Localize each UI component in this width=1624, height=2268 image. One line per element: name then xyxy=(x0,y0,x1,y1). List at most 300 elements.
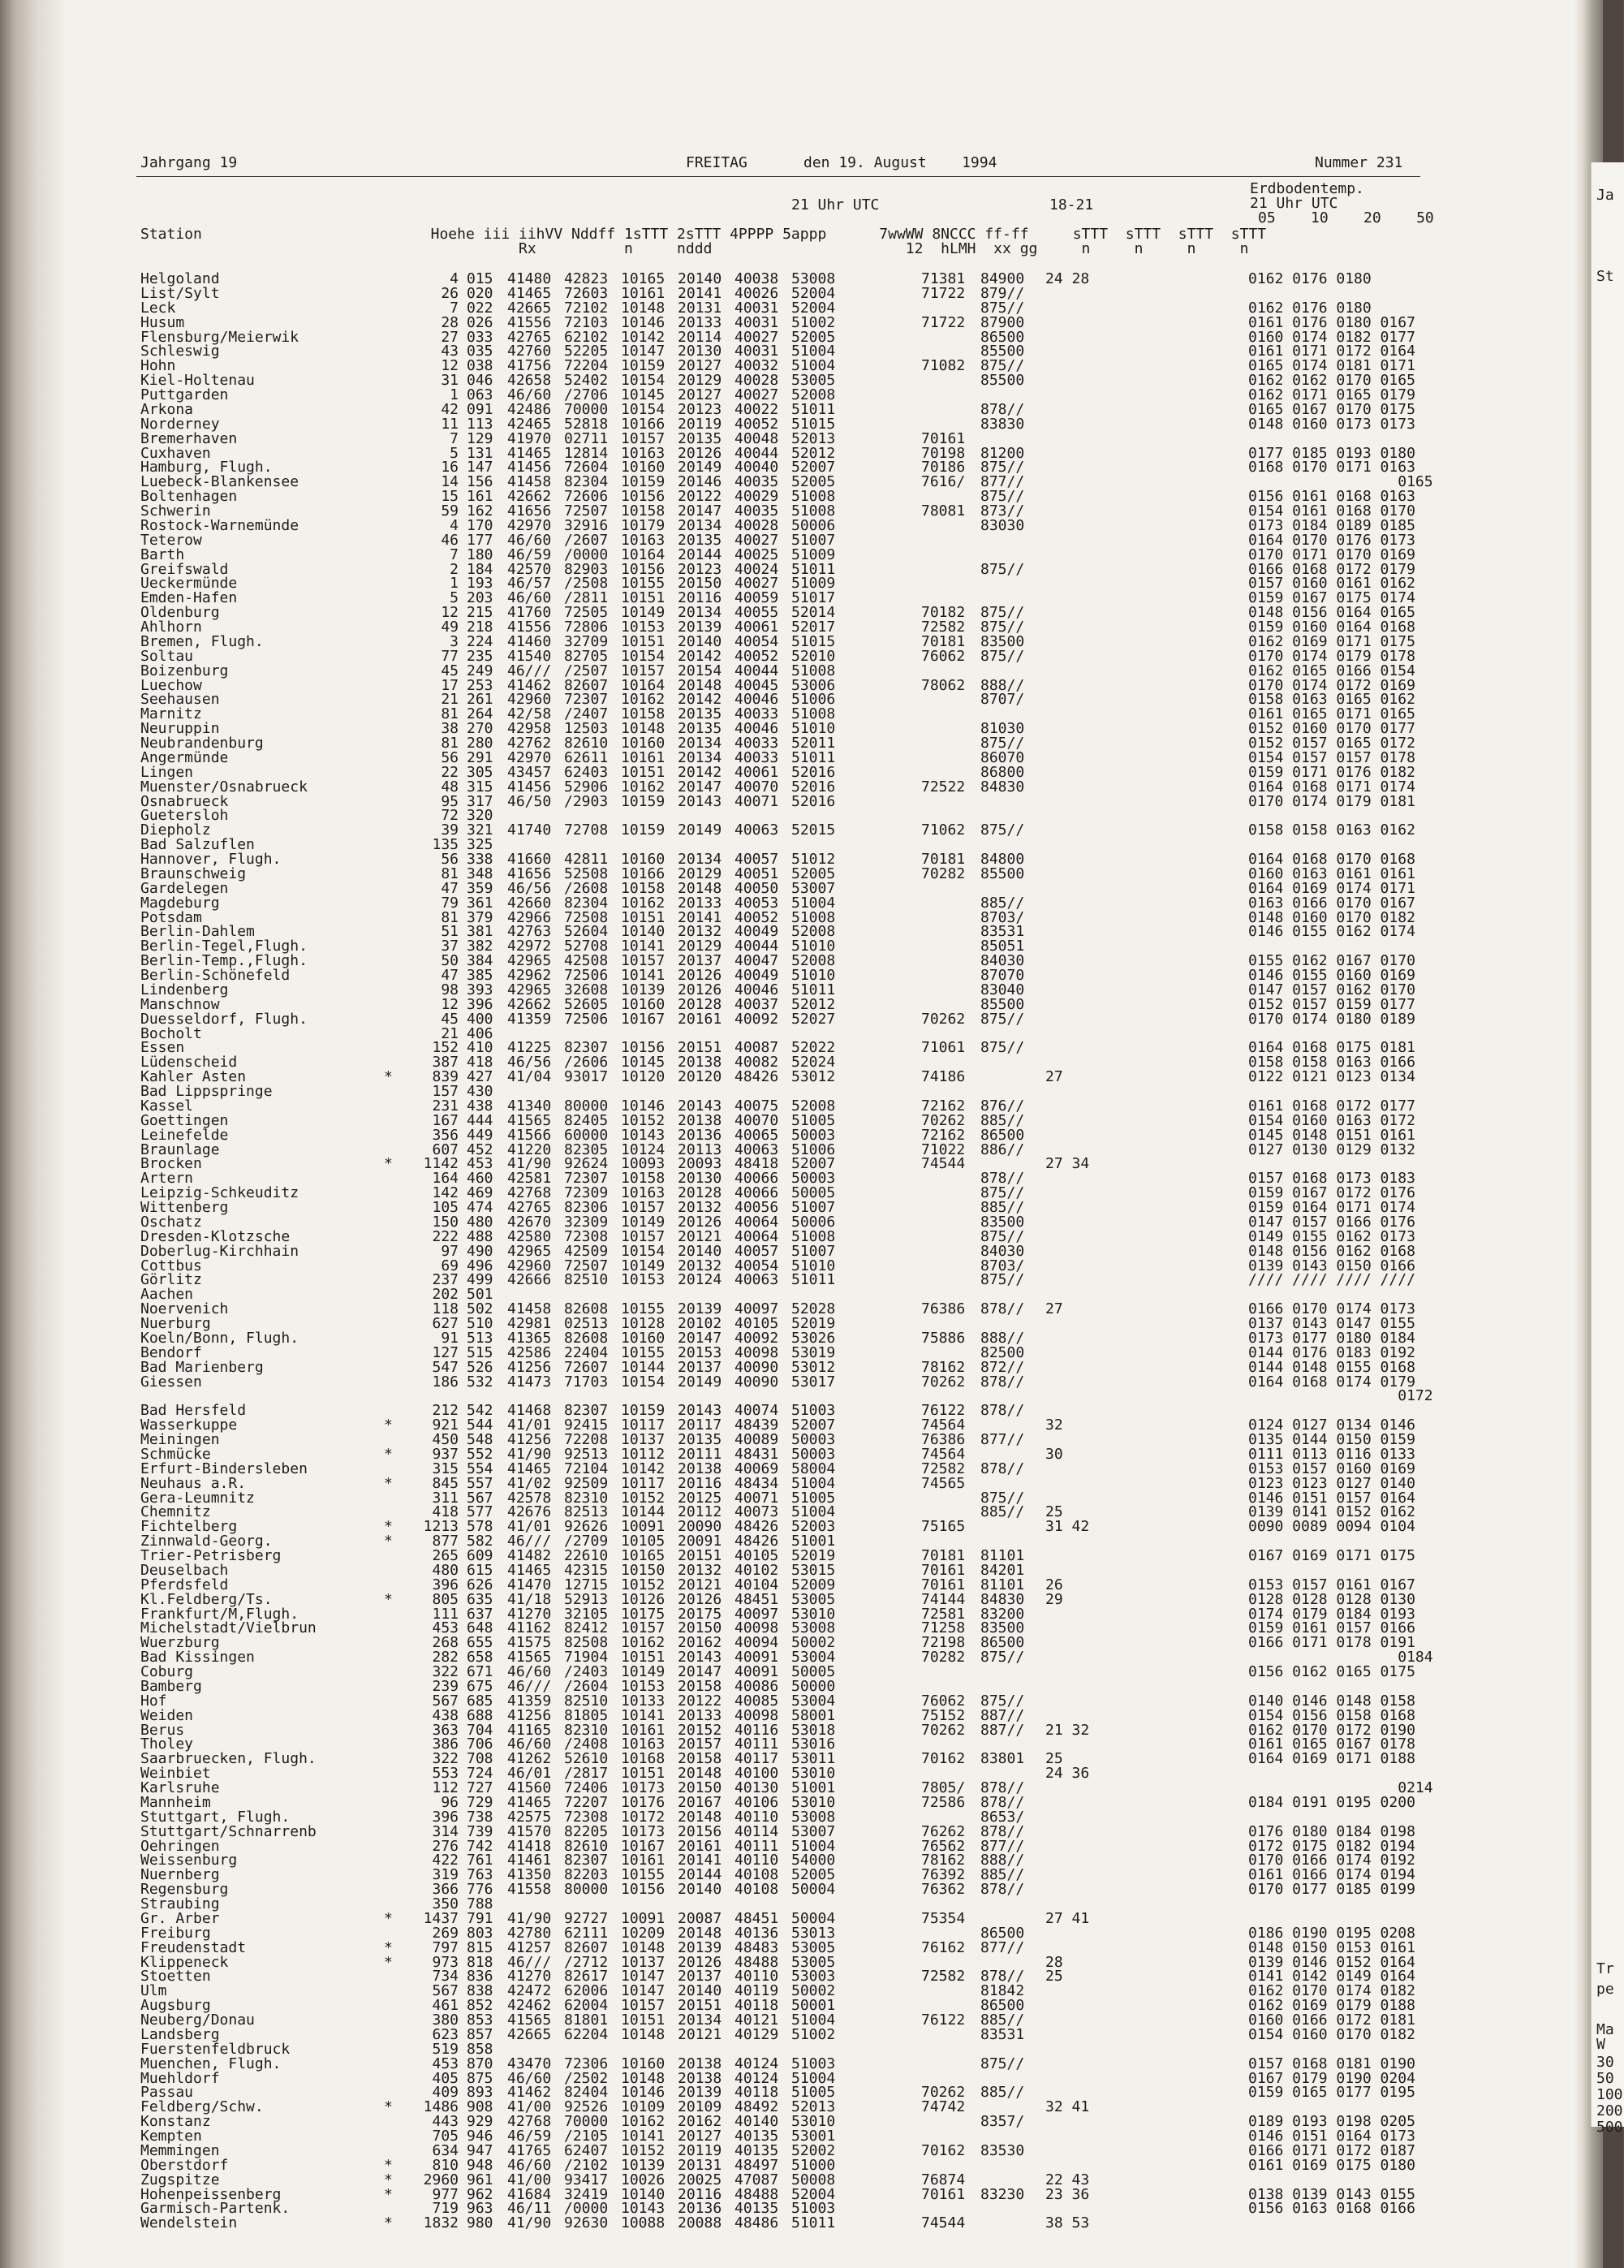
iihvv: 42586 xyxy=(507,1343,552,1361)
tendency-5appp: 50001 xyxy=(791,1997,836,2015)
station-id: 317 xyxy=(467,792,493,810)
pressure-4pppp: 40124 xyxy=(734,2069,779,2087)
temp-2sttt: 20126 xyxy=(678,444,722,462)
tendency-5appp: 53013 xyxy=(791,1924,836,1942)
nddff: 82306 xyxy=(564,1199,609,1216)
elevation: 4 xyxy=(450,270,459,287)
weather-7wwww: 76392 xyxy=(921,1866,966,1884)
temp-1sttt: 10151 xyxy=(621,2011,666,2029)
weather-7wwww: 76874 xyxy=(921,2171,966,2188)
temp-1sttt: 10162 xyxy=(621,778,666,796)
gust-ff: 30 xyxy=(1045,1445,1063,1463)
cloud-8nccc: 875// xyxy=(980,1010,1025,1028)
iihvv: 42472 xyxy=(507,1982,552,2000)
temp-1sttt: 10117 xyxy=(621,1416,666,1434)
iihvv: 41970 xyxy=(507,429,552,447)
tendency-5appp: 51003 xyxy=(791,2055,836,2072)
elevation: 1486 xyxy=(423,2098,459,2116)
elevation: 356 xyxy=(432,1126,459,1144)
station-id: 727 xyxy=(467,1779,493,1796)
tendency-5appp: 53019 xyxy=(791,1343,836,1361)
soil-temps: 0159 0171 0176 0182 xyxy=(1248,763,1415,781)
pressure-4pppp: 40048 xyxy=(734,429,779,447)
nddff: 32309 xyxy=(564,1213,609,1231)
station-name: Teterow xyxy=(140,531,202,549)
tendency-5appp: 52003 xyxy=(791,1518,836,1536)
temp-2sttt: 20148 xyxy=(678,879,722,897)
weather-7wwww: 71258 xyxy=(921,1619,966,1637)
cloud-8nccc: 888// xyxy=(980,676,1025,694)
soil-temps: 0161 0171 0172 0164 xyxy=(1248,343,1415,360)
elevation: 937 xyxy=(432,1445,459,1463)
nddff: 72507 xyxy=(564,502,609,520)
table-row xyxy=(140,429,1569,447)
temp-2sttt: 20088 xyxy=(678,2214,722,2232)
elevation: 380 xyxy=(432,2011,459,2029)
cloud-8nccc: 877// xyxy=(980,1938,1025,1956)
elevation: 12 xyxy=(441,357,459,375)
station-name: Klippeneck xyxy=(140,1953,229,1971)
gust-ff: 24 36 xyxy=(1045,1765,1090,1783)
nddff: 82412 xyxy=(564,1619,609,1637)
pressure-4pppp: 40089 xyxy=(734,1431,779,1448)
temp-1sttt: 10142 xyxy=(621,1460,666,1477)
tendency-5appp: 51003 xyxy=(791,2200,836,2218)
temp-2sttt: 20130 xyxy=(678,1170,722,1188)
cloud-8nccc: 84900 xyxy=(980,270,1025,287)
station-name: Barth xyxy=(140,545,185,563)
iihvv: 41480 xyxy=(507,270,552,287)
temp-2sttt: 20135 xyxy=(678,720,722,738)
gust-ff: 38 53 xyxy=(1045,2214,1090,2232)
station-id: 488 xyxy=(467,1227,493,1245)
iihvv: 41468 xyxy=(507,1402,552,1420)
soil-temps: 0159 0165 0177 0195 xyxy=(1248,2084,1415,2102)
soil-temps: 0137 0143 0147 0155 xyxy=(1248,1315,1415,1332)
mountain-marker: * xyxy=(384,1909,393,1927)
temp-1sttt: 10149 xyxy=(621,1213,666,1231)
weather-7wwww: 76122 xyxy=(921,1402,966,1420)
temp-2sttt: 20116 xyxy=(678,2185,722,2203)
elevation: 222 xyxy=(432,1227,459,1245)
station-name: Bremerhaven xyxy=(140,429,238,447)
pressure-4pppp: 40061 xyxy=(734,763,779,781)
pressure-4pppp: 40100 xyxy=(734,1765,779,1783)
temp-2sttt: 20142 xyxy=(678,647,722,665)
nddff: 71904 xyxy=(564,1649,609,1667)
table-row xyxy=(140,792,1569,810)
iihvv: 41/02 xyxy=(507,1474,552,1492)
station-id: 410 xyxy=(467,1039,493,1057)
soil-temps: 0158 0158 0163 0162 xyxy=(1248,821,1415,839)
column-header xyxy=(140,227,1266,257)
soil-temps: 0139 0141 0152 0162 xyxy=(1248,1503,1415,1521)
tendency-5appp: 51008 xyxy=(791,908,836,926)
nddff: 82405 xyxy=(564,1111,609,1129)
tendency-5appp: 51015 xyxy=(791,632,836,650)
elevation: 5 xyxy=(450,589,459,607)
cloud-8nccc: 885// xyxy=(980,1111,1025,1129)
nddff: 92626 xyxy=(564,1518,609,1536)
period-label: 18-21 xyxy=(1049,196,1094,213)
iihvv: 43457 xyxy=(507,763,552,781)
temp-1sttt: 10139 xyxy=(621,981,666,998)
temp-1sttt: 10155 xyxy=(621,575,666,593)
station-name: Neuruppin xyxy=(140,720,220,738)
elevation: 396 xyxy=(432,1808,459,1826)
elevation: 438 xyxy=(432,1706,459,1724)
temp-2sttt: 20087 xyxy=(678,1909,722,1927)
iihvv: 46/60 xyxy=(507,1735,552,1753)
elevation: 105 xyxy=(432,1199,459,1216)
station-id: 261 xyxy=(467,691,493,709)
pressure-4pppp: 48418 xyxy=(734,1155,779,1173)
iihvv: 41/90 xyxy=(507,1155,552,1173)
tendency-5appp: 51008 xyxy=(791,705,836,723)
elevation: 112 xyxy=(432,1779,459,1796)
nddff: 42811 xyxy=(564,851,609,868)
tendency-5appp: 52011 xyxy=(791,735,836,752)
soil-temps: 0184 xyxy=(1248,1649,1433,1667)
station-name: Osnabrueck xyxy=(140,792,229,810)
station-name: Luebeck-Blankensee xyxy=(140,473,299,491)
cloud-8nccc: 875// xyxy=(980,1489,1025,1507)
elevation: 311 xyxy=(432,1489,459,1507)
cloud-8nccc: 885// xyxy=(980,1866,1025,1884)
cloud-8nccc: 888// xyxy=(980,1329,1025,1347)
station-id: 131 xyxy=(467,444,493,462)
pressure-4pppp: 40050 xyxy=(734,879,779,897)
soil-temps: 0160 0163 0161 0161 xyxy=(1248,865,1415,882)
temp-1sttt: 10148 xyxy=(621,2069,666,2087)
elevation: 27 xyxy=(441,328,459,346)
temp-1sttt: 10156 xyxy=(621,488,666,506)
elevation: 12 xyxy=(441,995,459,1013)
weather-7wwww: 72522 xyxy=(921,778,966,796)
tendency-5appp: 51008 xyxy=(791,662,836,679)
mountain-marker: * xyxy=(384,1068,393,1086)
weather-7wwww: 70161 xyxy=(921,1576,966,1593)
temp-2sttt: 20162 xyxy=(678,1634,722,1652)
soil-temps: 0162 0165 0166 0154 xyxy=(1248,662,1415,679)
temp-1sttt: 10088 xyxy=(621,2214,666,2232)
nddff: 62403 xyxy=(564,763,609,781)
gust-ff: 32 xyxy=(1045,1416,1063,1434)
nddff: 93017 xyxy=(564,1068,609,1086)
station-name: Oehringen xyxy=(140,1837,220,1855)
iihvv: 42570 xyxy=(507,560,552,578)
next-page-fragment: W xyxy=(1596,2036,1605,2053)
station-id: 635 xyxy=(467,1590,493,1608)
temp-1sttt: 10163 xyxy=(621,531,666,549)
nddff: 82610 xyxy=(564,735,609,752)
cloud-8nccc: 885// xyxy=(980,1503,1025,1521)
nddff: 72506 xyxy=(564,967,609,984)
temp-1sttt: 10163 xyxy=(621,1184,666,1202)
pressure-4pppp: 48426 xyxy=(734,1068,779,1086)
temp-1sttt: 10149 xyxy=(621,1257,666,1274)
station-id: 729 xyxy=(467,1793,493,1811)
utc-21-label: 21 Uhr UTC xyxy=(791,196,880,213)
tendency-5appp: 52017 xyxy=(791,619,836,636)
elevation: 567 xyxy=(432,1982,459,2000)
station-id: 738 xyxy=(467,1808,493,1826)
next-page-fragment: St xyxy=(1596,268,1614,285)
pressure-4pppp: 40106 xyxy=(734,1793,779,1811)
nddff: 72204 xyxy=(564,357,609,375)
soil-temps: 0164 0168 0175 0181 xyxy=(1248,1039,1415,1057)
temp-2sttt: 20141 xyxy=(678,908,722,926)
tendency-5appp: 52008 xyxy=(791,1097,836,1115)
soil-temps: 0162 0176 0180 xyxy=(1248,299,1372,317)
tendency-5appp: 52016 xyxy=(791,792,836,810)
iihvv: 41/00 xyxy=(507,2171,552,2188)
weather-7wwww: 70162 xyxy=(921,2141,966,2159)
table-row xyxy=(140,1343,1569,1361)
temp-2sttt: 20140 xyxy=(678,1881,722,1899)
soil-temps: 0172 xyxy=(1248,1387,1433,1405)
pressure-4pppp: 40118 xyxy=(734,2084,779,2102)
temp-2sttt: 20143 xyxy=(678,792,722,810)
station-name: Bocholt xyxy=(140,1024,202,1042)
temp-1sttt: 10164 xyxy=(621,676,666,694)
temp-1sttt: 10163 xyxy=(621,444,666,462)
elevation: 42 xyxy=(441,400,459,418)
station-id: 496 xyxy=(467,1257,493,1274)
elevation: 45 xyxy=(441,662,459,679)
cloud-8nccc: 875// xyxy=(980,560,1025,578)
table-row xyxy=(140,1244,1569,1259)
nddff: 72208 xyxy=(564,1431,609,1448)
iihvv: 41465 xyxy=(507,1793,552,1811)
nddff: 72708 xyxy=(564,821,609,839)
temp-2sttt: 20150 xyxy=(678,575,722,593)
nddff: /2709 xyxy=(564,1533,609,1550)
iihvv: 42486 xyxy=(507,400,552,418)
station-id: 218 xyxy=(467,619,493,636)
weather-7wwww: 78062 xyxy=(921,676,966,694)
weather-7wwww: 70162 xyxy=(921,1750,966,1768)
cloud-8nccc: 872// xyxy=(980,1358,1025,1376)
gust-ff: 24 28 xyxy=(1045,270,1090,287)
weather-7wwww: 74742 xyxy=(921,2098,966,2116)
pressure-4pppp: 40124 xyxy=(734,2055,779,2072)
nddff: 72309 xyxy=(564,1184,609,1202)
station-id: 253 xyxy=(467,676,493,694)
iihvv: 41460 xyxy=(507,632,552,650)
pressure-4pppp: 40082 xyxy=(734,1054,779,1071)
temp-2sttt: 20121 xyxy=(678,1227,722,1245)
cloud-8nccc: 84030 xyxy=(980,952,1025,970)
station-name: Berlin-Tegel,Flugh. xyxy=(140,938,308,955)
elevation: 387 xyxy=(432,1054,459,1071)
elevation: 231 xyxy=(432,1097,459,1115)
temp-1sttt: 10109 xyxy=(621,2098,666,2116)
temp-2sttt: 20156 xyxy=(678,1822,722,1840)
station-id: 688 xyxy=(467,1706,493,1724)
iihvv: 41365 xyxy=(507,1329,552,1347)
station-name: Artern xyxy=(140,1170,194,1188)
iihvv: 41461 xyxy=(507,1852,552,1869)
elevation: 623 xyxy=(432,2025,459,2043)
pressure-4pppp: 40098 xyxy=(734,1706,779,1724)
cloud-8nccc: 877// xyxy=(980,1837,1025,1855)
station-name: Husum xyxy=(140,313,185,331)
nddff: 82610 xyxy=(564,1837,609,1855)
cloud-8nccc: 8357/ xyxy=(980,2113,1025,2131)
nddff: 92630 xyxy=(564,2214,609,2232)
nddff: 72104 xyxy=(564,1460,609,1477)
iihvv: 42/58 xyxy=(507,705,552,723)
soil-temps: 0148 0160 0170 0182 xyxy=(1248,908,1415,926)
soil-temps: 0170 0174 0172 0169 xyxy=(1248,676,1415,694)
elevation: 56 xyxy=(441,748,459,766)
temp-1sttt: 10143 xyxy=(621,1126,666,1144)
station-name: Karlsruhe xyxy=(140,1779,220,1796)
pressure-4pppp: 40116 xyxy=(734,1721,779,1739)
iihvv: 41570 xyxy=(507,1822,552,1840)
station-name: Seehausen xyxy=(140,691,220,709)
pressure-4pppp: 40117 xyxy=(734,1750,779,1768)
weather-7wwww: 71381 xyxy=(921,270,966,287)
temp-2sttt: 20143 xyxy=(678,1402,722,1420)
temp-1sttt: 10155 xyxy=(621,1300,666,1318)
elevation: 91 xyxy=(441,1329,459,1347)
pressure-4pppp: 40052 xyxy=(734,647,779,665)
iihvv: 42965 xyxy=(507,981,552,998)
soil-temps: 0170 0171 0170 0169 xyxy=(1248,545,1415,563)
nddff: 82404 xyxy=(564,2084,609,2102)
iihvv: 41/18 xyxy=(507,1590,552,1608)
station-name: Diepholz xyxy=(140,821,211,839)
soil-temps: 0152 0157 0165 0172 xyxy=(1248,735,1415,752)
station-name: Goettingen xyxy=(140,1111,229,1129)
station-name: Landsberg xyxy=(140,2025,220,2043)
temp-2sttt: 20154 xyxy=(678,662,722,679)
nddff: 62407 xyxy=(564,2141,609,2159)
pressure-4pppp: 40057 xyxy=(734,851,779,868)
nddff: 52818 xyxy=(564,415,609,433)
pressure-4pppp: 40063 xyxy=(734,1140,779,1158)
nddff: /2706 xyxy=(564,386,609,403)
tendency-5appp: 52013 xyxy=(791,429,836,447)
table-row xyxy=(140,1926,1569,1941)
table-row xyxy=(140,2025,1569,2043)
elevation: 48 xyxy=(441,778,459,796)
station-name: Trier-Petrisberg xyxy=(140,1547,282,1564)
elevation: 21 xyxy=(441,1024,459,1042)
nddff: 62102 xyxy=(564,328,609,346)
temp-1sttt: 10151 xyxy=(621,589,666,607)
tendency-5appp: 51005 xyxy=(791,1489,836,1507)
cloud-8nccc: 85500 xyxy=(980,865,1025,882)
station-name: Chemnitz xyxy=(140,1503,211,1521)
temp-2sttt: 20175 xyxy=(678,1605,722,1623)
next-page-fragment: Tr xyxy=(1596,1960,1614,1977)
table-row xyxy=(140,545,1569,563)
nddff: 82607 xyxy=(564,676,609,694)
station-id: 742 xyxy=(467,1837,493,1855)
temp-1sttt: 10124 xyxy=(621,1140,666,1158)
elevation: 47 xyxy=(441,879,459,897)
soil-temps: 0189 0193 0198 0205 xyxy=(1248,2113,1415,2131)
tendency-5appp: 51008 xyxy=(791,488,836,506)
elevation: 49 xyxy=(441,619,459,636)
tendency-5appp: 51005 xyxy=(791,2084,836,2102)
elevation: 405 xyxy=(432,2069,459,2087)
elevation: 1437 xyxy=(423,1909,459,1927)
temp-1sttt: 10091 xyxy=(621,1518,666,1536)
tendency-5appp: 53004 xyxy=(791,1692,836,1710)
elevation: 2960 xyxy=(423,2171,459,2188)
pressure-4pppp: 40044 xyxy=(734,444,779,462)
weather-7wwww: 76562 xyxy=(921,1837,966,1855)
weather-7wwww: 71082 xyxy=(921,357,966,375)
elevation: 409 xyxy=(432,2084,459,2102)
station-id: 291 xyxy=(467,748,493,766)
iihvv: 41565 xyxy=(507,1111,552,1129)
tendency-5appp: 53004 xyxy=(791,1649,836,1667)
soil-temps: 0162 0176 0180 xyxy=(1248,270,1372,287)
pressure-4pppp: 40073 xyxy=(734,1503,779,1521)
cloud-8nccc: 86070 xyxy=(980,748,1025,766)
tendency-5appp: 52005 xyxy=(791,1866,836,1884)
nddff: 72607 xyxy=(564,1358,609,1376)
pressure-4pppp: 40110 xyxy=(734,1808,779,1826)
pressure-4pppp: 40049 xyxy=(734,967,779,984)
station-id: 552 xyxy=(467,1445,493,1463)
weather-7wwww: 74144 xyxy=(921,1590,966,1608)
iihvv: 41359 xyxy=(507,1692,552,1710)
station-id: 020 xyxy=(467,284,493,302)
nddff: 72406 xyxy=(564,1779,609,1796)
cloud-8nccc: 83200 xyxy=(980,1605,1025,1623)
soil-temps: 0165 0174 0181 0171 xyxy=(1248,357,1415,375)
iihvv: 41656 xyxy=(507,865,552,882)
soil-temps: 0165 0167 0170 0175 xyxy=(1248,400,1415,418)
station-name: Feldberg/Schw. xyxy=(140,2098,264,2116)
temp-2sttt: 20133 xyxy=(678,894,722,912)
station-id: 615 xyxy=(467,1561,493,1579)
pressure-4pppp: 40085 xyxy=(734,1692,779,1710)
nddff: 72207 xyxy=(564,1793,609,1811)
tendency-5appp: 52004 xyxy=(791,284,836,302)
station-name: Fichtelberg xyxy=(140,1518,238,1536)
temp-2sttt: 20147 xyxy=(678,1329,722,1347)
iihvv: 42581 xyxy=(507,1170,552,1188)
temp-1sttt: 10137 xyxy=(621,1953,666,1971)
station-id: 015 xyxy=(467,270,493,287)
cloud-8nccc: 86500 xyxy=(980,1924,1025,1942)
weather-7wwww: 70198 xyxy=(921,444,966,462)
table-row xyxy=(140,1227,1569,1245)
nddff: 72306 xyxy=(564,2055,609,2072)
pressure-4pppp: 40111 xyxy=(734,1735,779,1753)
iihvv: 41256 xyxy=(507,1706,552,1724)
pressure-4pppp: 40091 xyxy=(734,1649,779,1667)
nddff: /2712 xyxy=(564,1953,609,1971)
elevation: 2 xyxy=(450,560,459,578)
pressure-4pppp: 40094 xyxy=(734,1634,779,1652)
weather-7wwww: 70161 xyxy=(921,2185,966,2203)
temp-1sttt: 10160 xyxy=(621,995,666,1013)
pressure-4pppp: 40028 xyxy=(734,372,779,390)
station-id: 704 xyxy=(467,1721,493,1739)
temp-1sttt: 10157 xyxy=(621,1997,666,2015)
temp-1sttt: 10162 xyxy=(621,2113,666,2131)
elevation: 845 xyxy=(432,1474,459,1492)
nddff: 81801 xyxy=(564,2011,609,2029)
